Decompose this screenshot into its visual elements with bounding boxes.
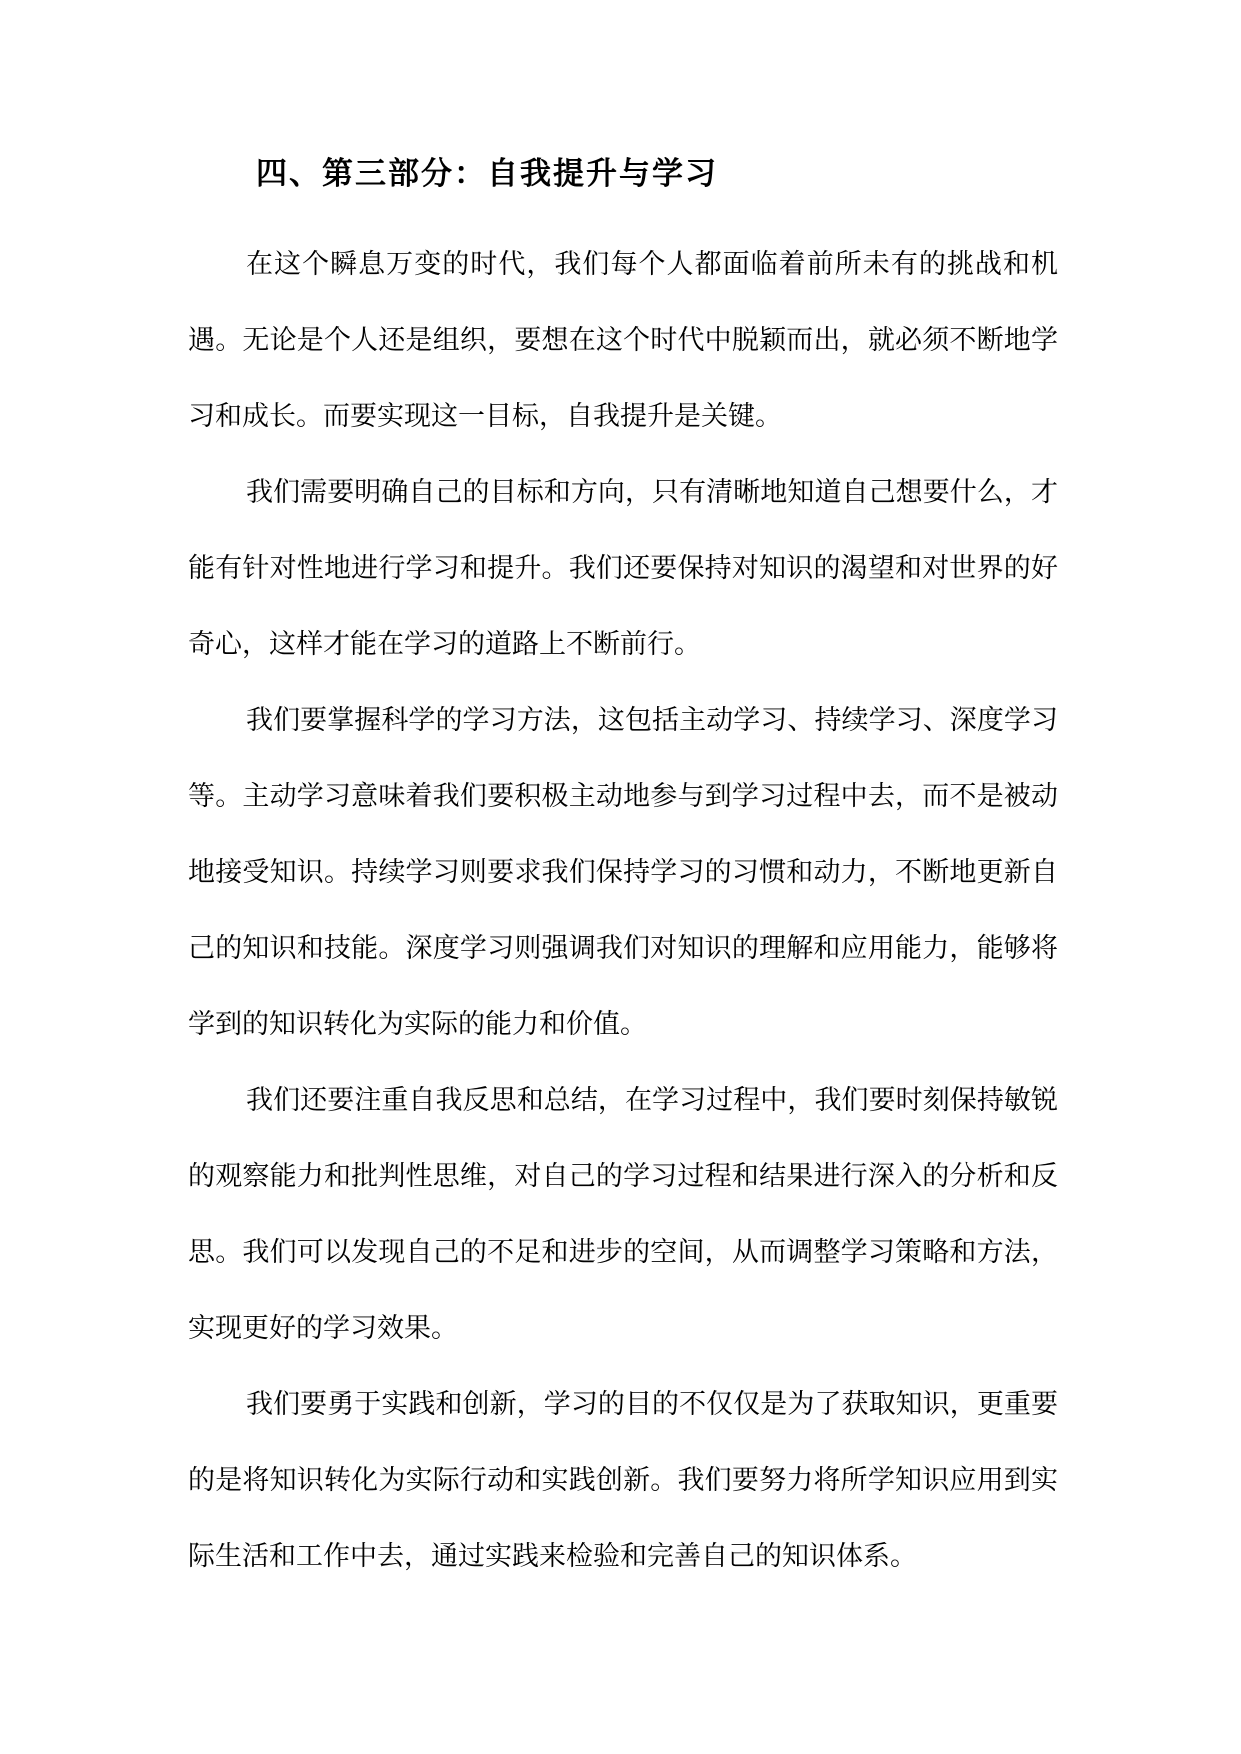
document-body <box>188 227 1058 1595</box>
section-heading: 四、第三部分：自我提升与学习 <box>256 156 718 192</box>
paragraph-2: 我们需要明确自己的目标和方向，只有清晰地知道自己想要什么，才能有针对性地进行学习和提升。我们还要保持对知识的渴望和对世界的好奇心，这样才能在学习的道路上不断前行。 <box>188 477 1058 660</box>
paragraph-4: 我们还要注重自我反思和总结，在学习过程中，我们要时刻保持敏锐的观察能力和批判性思维，对自己的学习过程和结果进行深入的分析和反思。我们可以发现自己的不足和进步的空间，从而调整学习策略和方法，实现更好的学习效果。 <box>188 1085 1058 1344</box>
paragraph-5: 我们要勇于实践和创新，学习的目的不仅仅是为了获取知识，更重要的是将知识转化为实际行动和实践创新。我们要努力将所学知识应用到实际生活和工作中去，通过实践来检验和完善自己的知识体系。 <box>188 1389 1058 1572</box>
paragraph-1: 在这个瞬息万变的时代，我们每个人都面临着前所未有的挑战和机遇。无论是个人还是组织，要想在这个时代中脱颖而出，就必须不断地学习和成长。而要实现这一目标，自我提升是关键。 <box>188 249 1058 432</box>
paragraph-3: 我们要掌握科学的学习方法，这包括主动学习、持续学习、深度学习等。主动学习意味着我们要积极主动地参与到学习过程中去，而不是被动地接受知识。持续学习则要求我们保持学习的习惯和动力，不断地更新自己的知识和技能。深度学习则强调我们对知识的理解和应用能力，能够将学到的知识转化为实际的能力和价值。 <box>188 705 1058 1040</box>
